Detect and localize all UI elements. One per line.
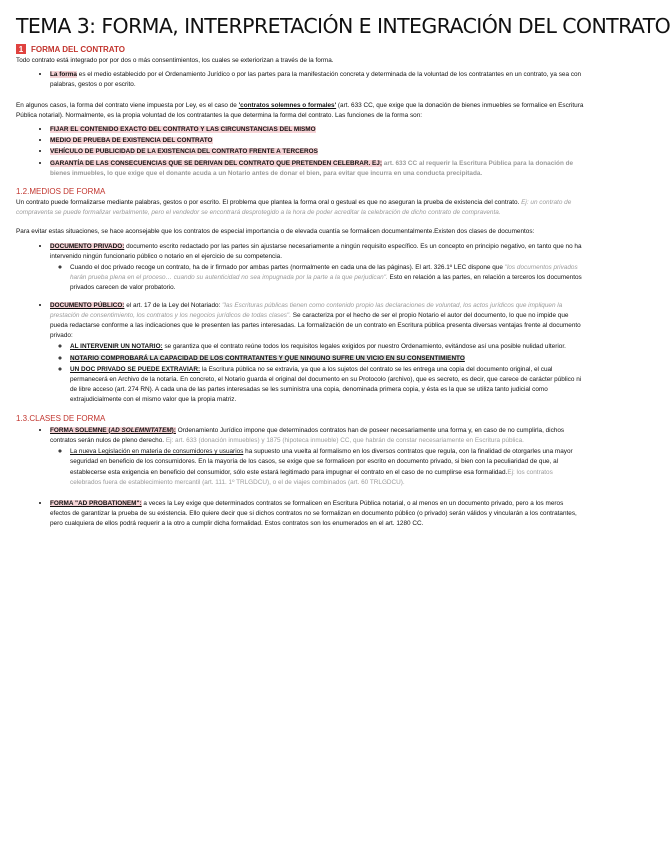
list-item: [50, 300, 584, 406]
advantage-label: UN DOC PRIVADO SE PUEDE EXTRAVIAR:: [70, 365, 201, 373]
sub-list: [50, 341, 584, 405]
text-run: el art. 17 de la Ley del Notariado:: [124, 301, 223, 309]
section-1-heading: [16, 44, 584, 54]
functions-list: [16, 124, 584, 179]
text-run: documento escrito redactado por las partes sin ajustarse necesariamente a ningún requisito específico. Es un concepto en principio negativo, en tanto que no ha intervenido ningún funcionario público o notario en el ejercicio de su competencia.: [50, 242, 582, 260]
solemn-contracts-term: 'contratos solemnes o formales': [238, 101, 337, 109]
text-run: FORMA SOLEMNE (: [50, 426, 111, 434]
section-1-2-paragraph: Para evitar estas situaciones, se hace aconsejable que los contratos de especial importancia o de elevada cuantía se formalicen documentalmente.Existen dos clases de documentos:: [16, 228, 535, 236]
text-run: (art. 633 CC, que exige que la donación de bienes inmuebles se formalice en Escritura Pública notarial). Normalmente, es la propia voluntad de los contratantes la que determina la forma del contrato. Las funciones de la forma son:: [16, 101, 584, 119]
list-item: [70, 341, 584, 352]
list-item: [70, 262, 584, 294]
example-text: Ej: los contratos celebrados fuera de establecimiento mercantil (art. 111. 1º TRLGDCU), o el de viajes combinados (art. 60 TRLGDCU).: [70, 468, 553, 486]
list-item: [50, 146, 584, 157]
text-run: Se caracteriza por el hecho de ser el propio Notario el autor del documento, lo que no impide que pueda redactarse conforme a las indicaciones que le presenten las partes interesadas. La formalización de un contrato en Escritura pública presenta diversas ventajas frente al documento privado:: [50, 311, 581, 340]
sub-list: [50, 262, 584, 294]
forma-definition-list: [16, 69, 584, 90]
documents-list: [16, 241, 584, 406]
sub-list: [50, 446, 584, 488]
list-item: [70, 364, 584, 406]
section-1-2-paragraph: [16, 198, 584, 218]
text-run: ha supuesto una vuelta al formalismo en los diversos contratos que regula, con la finalidad de otorgarles una mayor seguridad en beneficio de los consumidores. En la mayoría de los casos, se exige que se formalicen por escrito en documento privado, si bien con la peculiaridad de que, al establecerse esta exigencia en beneficio del consumidor, sólo este estará legitimado para impugnar el contrato en el caso de no cumplirse esa formalidad.: [70, 448, 573, 476]
advantage-label: NOTARIO COMPROBARÁ LA CAPACIDAD DE LOS CONTRATANTES Y QUE NINGUNO SUFRE UN VICIO EN SU CONSENTIMIENTO: [70, 354, 465, 362]
section-1-intro: Todo contrato está integrado por por dos o más consentimientos, los cuales se exteriorizan a través de la forma.: [16, 57, 334, 64]
solemn-form-label: [50, 427, 176, 434]
list-item: [50, 69, 584, 90]
function-item: GARANTÍA DE LAS CONSECUENCIAS QUE SE DERIVAN DEL CONTRATO QUE PRETENDEN CELEBRAR. EJ;: [50, 159, 382, 167]
example-text: Ej: art. 633 (donación inmuebles) y 1875 (hipoteca inmueble) CC, que habrán de constar necesariamente en Escritura pública.: [165, 436, 524, 444]
text-run: En algunos casos, la forma del contrato viene impuesta por Ley, es el caso de: [16, 101, 239, 109]
probationem-form-label: FORMA "AD PROBATIONEM":: [50, 499, 142, 507]
section-1-paragraph: [16, 101, 584, 121]
advantage-label: AL INTERVENIR UN NOTARIO:: [70, 343, 163, 351]
legislation-term: La nueva Legislación en materia de consumidores y usuarios: [70, 448, 244, 456]
section-1-title: FORMA DEL CONTRATO: [31, 44, 125, 54]
list-item: [50, 241, 584, 294]
quote-text: "los documentos privados harán prueba plena en el proceso… cuando su autenticidad no sea impugnada por la parte a la que perjudican".: [70, 264, 578, 282]
function-item: VEHÍCULO DE PUBLICIDAD DE LA EXISTENCIA DEL CONTRATO FRENTE A TERCEROS: [50, 148, 318, 156]
forma-definition: es el medio establecido por el Ordenamiento Jurídico o por las partes para la manifestación concreta y determinada de la voluntad de los contratantes en un contrato, ya sea con palabras, gestos o por escrito.: [50, 71, 582, 89]
text-run: Cuando el doc privado recoge un contrato, ha de ir firmado por ambas partes (normalmente en cada una de las páginas). El art. 326.1º LEC dispone que: [70, 264, 505, 272]
list-item: [70, 446, 584, 488]
list-item: [70, 353, 584, 364]
forma-term: La forma: [50, 71, 77, 79]
list-item: [50, 135, 584, 146]
quote-text: "las Escrituras públicas tienen como contenido propio las declaraciones de voluntad, los actos jurídicos que impliquen la prestación de consentimiento, los contratos y los negocios jurídicos de todas clases".: [50, 301, 563, 319]
list-item: [50, 498, 584, 530]
text-run: ):: [171, 426, 176, 434]
text-run: se garantiza que el contrato reúne todos los requisitos legales exigidos por nuestro Ordenamiento, evitándose así una posible nulidad ulterior.: [162, 343, 566, 351]
text-run: Esto en relación a las partes, en relación a terceros los documentos privados carecen de valor probatorio.: [70, 274, 582, 292]
example-text: Ej: un contrato de compraventa se puede formalizar verbalmente, pero el vendedor se encontrará desprotegido a la hora de poder acreditar la celebración de dicho contrato de compraventa.: [16, 199, 572, 217]
list-item: [50, 124, 584, 135]
page-title: TEMA 3: FORMA, INTERPRETACIÓN E INTEGRACIÓN DEL CONTRATO: [16, 14, 670, 38]
list-item: [50, 158, 584, 179]
section-number-badge: 1: [16, 44, 26, 54]
text-run: Ordenamiento Jurídico impone que determinados contratos han de poseer necesariamente una forma y, en caso de no cumplirla, dichos contratos serán nulos de pleno derecho.: [50, 426, 565, 444]
private-document-label: DOCUMENTO PRIVADO:: [50, 242, 125, 250]
list-item: [50, 425, 584, 488]
function-item: FIJAR EL CONTENIDO EXACTO DEL CONTRATO Y LAS CIRCUNSTANCIAS DEL MISMO: [50, 126, 316, 134]
text-run: AD SOLEMNITATEM: [110, 426, 172, 434]
text-run: la Escritura pública no se extravía, ya que a los sujetos del contrato se les entrega una copia del documento original, el cual permanecerá en Archivo de la notaría. En concreto, el Notario guarda el original del documento en su Protocolo (archivo), que es secreto, es decir, que carece de carácter público ni de libre acceso (art. 274 RN). A cada una de las partes interesadas se les suministra una copia, denominada primera copia, y ésta es la que se utiliza tanto judicial como extrajudicialmente con el mismo valor que la propia matriz.: [70, 365, 582, 404]
text-run: a veces la Ley exige que determinados contratos se formalicen en Escritura Pública notarial, o al menos en un documento privado, pero a los meros efectos de garantizar la prueba de su existencia. Ello quiere decir que si dichos contratos no se formalizan en documento público (o privado) serán válidos y vincularán a los contratantes, pero cualquiera de ellos podrá requerir a la otro a cumplir dicha formalidad. Estos contratos son los enumerados en el art. 1280 CC.: [50, 499, 577, 528]
form-classes-list: [16, 425, 584, 530]
text-run: Un contrato puede formalizarse mediante palabras, gestos o por escrito. El problema que plantea la forma oral o gestual es que no aseguran la prueba de existencia del contrato.: [16, 199, 522, 207]
example-text: art. 633 CC al requerir la Escritura Pública para la donación de bienes inmuebles, lo que exige que el donante acuda a un Notario antes de donar el bien, para evitar que incurra en una conducta precipitada.: [50, 159, 574, 177]
function-item: MEDIO DE PRUEBA DE EXISTENCIA DEL CONTRATO: [50, 137, 213, 145]
section-1-3-title: 1.3.CLASES DE FORMA: [16, 413, 106, 423]
public-document-label: DOCUMENTO PÚBLICO:: [50, 301, 125, 309]
section-1-2-title: 1.2.MEDIOS DE FORMA: [16, 187, 106, 197]
